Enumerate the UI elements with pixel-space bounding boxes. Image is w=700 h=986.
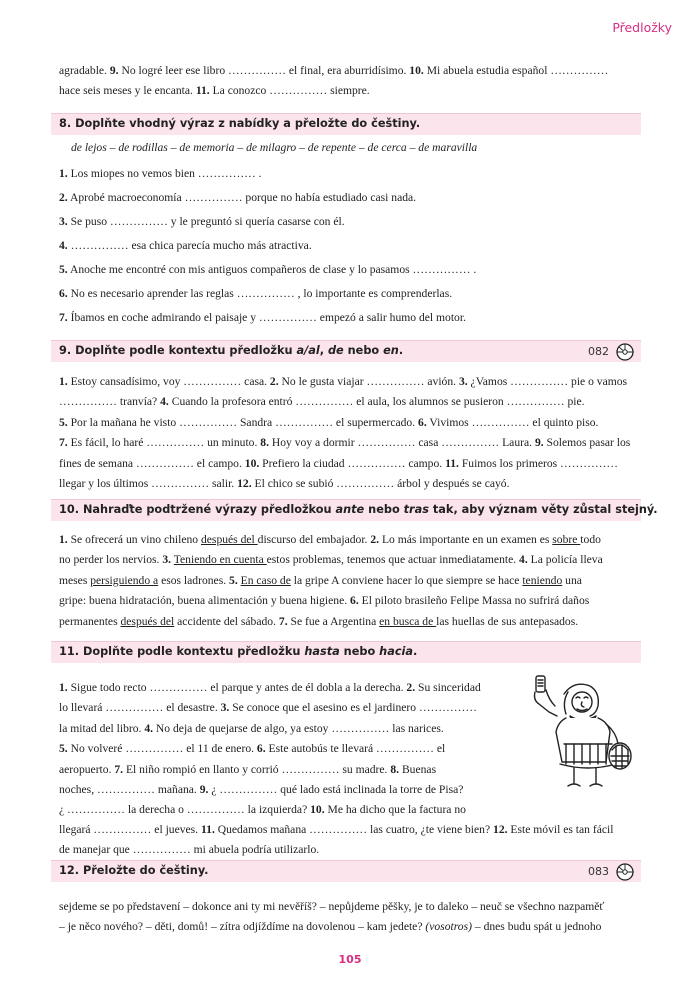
exercise-9-line: 1. Estoy cansadísimo, voy …………… casa. 2. No le gusta viajar …………… avión. 3. ¿Vamos …………… pie o vamos bbox=[59, 375, 628, 388]
exercise-9-title: 9. Doplňte podle kontextu předložku a/al, de nebo en. bbox=[59, 344, 404, 357]
exercise-10-line: no perder los nervios. 3. Teniendo en cuenta estos problemas, tenemos que actuar inmediatamente. 4. La policía lleva bbox=[59, 553, 603, 567]
exercise-10-line: 1. Se ofrecerá un vino chileno después del discurso del embajador. 2. Lo más importante en un examen es sobre todo bbox=[59, 533, 601, 546]
intro-line: hace seis meses y le encanta. 11. La conozco …………… siempre. bbox=[59, 84, 370, 98]
exercise-8-item: 7. Íbamos en coche admirando el paisaje y …………… empezó a salir humo del motor. bbox=[59, 311, 466, 324]
exercise-11-body-full bbox=[59, 820, 640, 861]
exercise-8-item: 3. Se puso …………… y le preguntó si quería casarse con él. bbox=[59, 215, 345, 228]
exercise-11-line: llegará …………… el jueves. 11. Quedamos mañana …………… las cuatro, ¿te viene bien? 12. Este móvil es tan fácil bbox=[59, 823, 614, 836]
exercise-11-line: lo llevará …………… el desastre. 3. Se conoce que el asesino es el jardinero …………… bbox=[59, 701, 477, 715]
exercise-9-line: llegar y los últimos …………… salir. 12. El chico se subió …………… árbol y después se cayó. bbox=[59, 477, 510, 491]
exercise-9-track-number: 082 bbox=[588, 345, 609, 358]
woman-with-basket-illustration bbox=[524, 672, 634, 797]
exercise-8-header bbox=[51, 113, 641, 135]
exercise-9-header bbox=[51, 340, 641, 362]
exercise-10-line: permanentes después del accidente del sábado. 7. Se fue a Argentina en busca de las huellas de sus antepasados. bbox=[59, 614, 579, 628]
exercise-8-item: 4. …………… esa chica parecía mucho más atractiva. bbox=[59, 239, 312, 252]
page-header-title: Předložky bbox=[612, 20, 672, 35]
exercise-11-line: ¿ …………… la derecha o …………… la izquierda? 10. Me ha dicho que la factura no bbox=[59, 803, 466, 817]
exercise-12-line: – je něco nového? – děti, domů! – zítra odjíždíme na dovolenou – kam jedete? (vosotros) – dnes budu spát u jednoho bbox=[59, 920, 602, 934]
exercise-10-line: meses persiguiendo a esos ladrones. 5. En caso de la gripe A conviene hacer lo que siempre se hace teniendo una bbox=[59, 573, 582, 587]
page-number: 105 bbox=[338, 953, 362, 966]
exercise-10-title: 10. Nahraďte podtržené výrazy předložkou ante nebo tras tak, aby význam věty zůstal stejný. bbox=[59, 503, 658, 516]
exercise-11-line: de manejar que …………… mi abuela podría utilizarlo. bbox=[59, 843, 320, 857]
exercise-11-header bbox=[51, 641, 641, 663]
exercise-9-line: 5. Por la mañana he visto …………… Sandra …………… el supermercado. 6. Vivimos …………… el quinto piso. bbox=[59, 415, 599, 429]
exercise-8-item: 2. Aprobé macroeconomía …………… porque no había estudiado casi nada. bbox=[59, 191, 417, 204]
exercise-12-body bbox=[59, 897, 640, 938]
cd-icon[interactable] bbox=[615, 343, 635, 361]
exercise-11-title: 11. Doplňte podle kontextu předložku hasta nebo hacia. bbox=[59, 645, 418, 658]
exercise-10-line: gripe: buena hidratación, buena alimentación y buena higiene. 6. El piloto brasileño Felipe Massa no sufrirá daños bbox=[59, 594, 590, 608]
exercise-9-line: 7. Es fácil, lo haré …………… un minuto. 8. Hoy voy a dormir …………… casa …………… Laura. 9. Solemos pasar los bbox=[59, 436, 631, 450]
exercise-12-header bbox=[51, 860, 641, 882]
exercise-8-options: de lejos – de rodillas – de memoria – de milagro – de repente – de cerca – de maravilla bbox=[71, 141, 478, 154]
exercise-9-line: …………… tranvía? 4. Cuando la profesora entró …………… el aula, los alumnos se pusieron …………… pie. bbox=[59, 395, 585, 409]
exercise-11-line: aeropuerto. 7. El niño rompió en llanto y corrió …………… su madre. 8. Buenas bbox=[59, 762, 437, 776]
exercise-12-track-number: 083 bbox=[588, 865, 609, 878]
exercise-8-title: 8. Doplňte vhodný výraz z nabídky a přeložte do češtiny. bbox=[59, 117, 421, 130]
exercise-9-line: fines de semana …………… el campo. 10. Prefiero la ciudad …………… campo. 11. Fuimos los primeros …………… bbox=[59, 456, 619, 470]
intro-paragraph bbox=[59, 61, 640, 102]
exercise-8-item: 1. Los miopes no vemos bien …………… . bbox=[59, 167, 262, 180]
exercise-10-header bbox=[51, 499, 658, 521]
exercise-8-item: 6. No es necesario aprender las reglas …………… , lo importante es comprenderlas. bbox=[59, 287, 453, 300]
cd-icon[interactable] bbox=[615, 863, 635, 881]
exercise-10-body bbox=[59, 530, 640, 632]
exercise-9-body bbox=[59, 372, 640, 494]
exercise-11-body-wrapped bbox=[59, 678, 499, 821]
exercise-11-line: 5. No volveré …………… el 11 de enero. 6. Este autobús te llevará …………… el bbox=[59, 742, 446, 756]
exercise-11-line: noches, …………… mañana. 9. ¿ …………… qué lado está inclinada la torre de Pisa? bbox=[59, 783, 464, 797]
exercise-11-line: la mitad del libro. 4. No deja de quejarse de algo, ya estoy …………… las narices. bbox=[59, 721, 444, 735]
exercise-12-line: sejdeme se po představení – dokonce ani ty mi nevěříš? – nepůjdeme pěšky, je to daleko – neuč se všechno nazpaměť bbox=[59, 900, 605, 913]
exercise-12-title: 12. Přeložte do češtiny. bbox=[59, 864, 209, 877]
exercise-8-item: 5. Anoche me encontré con mis antiguos compañeros de clase y lo pasamos …………… . bbox=[59, 263, 477, 276]
exercise-11-line: 1. Sigue todo recto …………… el parque y antes de él dobla a la derecha. 2. Su sinceridad bbox=[59, 681, 481, 694]
intro-line: agradable. 9. No logré leer ese libro …………… el final, era aburridísimo. 10. Mi abuela estudia español …………… bbox=[59, 64, 609, 77]
